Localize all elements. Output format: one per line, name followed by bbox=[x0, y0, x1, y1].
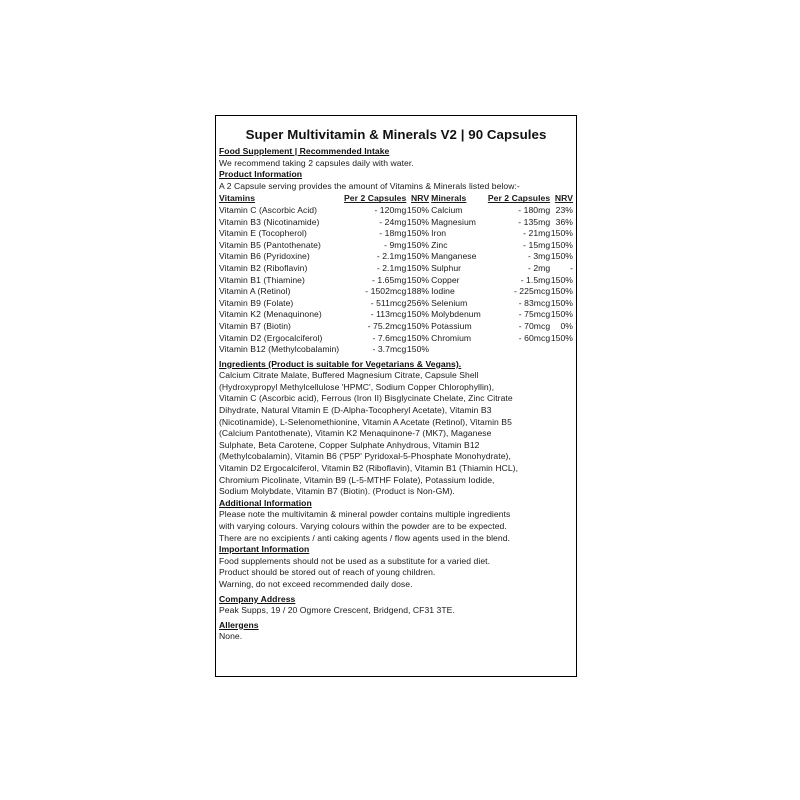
text-line: Please note the multivitamin & mineral powder contains multiple ingredients bbox=[219, 509, 511, 520]
additional-heading: Additional Information bbox=[219, 497, 312, 508]
mineral-name: Zinc bbox=[431, 239, 448, 250]
text-line: Chromium Picolinate, Vitamin B9 (L-5-MTHF Folate), Potassium Iodide, bbox=[219, 474, 495, 485]
product-title: Super Multivitamin & Minerals V2 | 90 Capsules bbox=[245, 127, 547, 142]
mineral-nrv: 36% bbox=[555, 216, 573, 227]
mineral-nrv: - bbox=[570, 262, 573, 273]
nutrient-row bbox=[219, 321, 573, 333]
text-line: Warning, do not exceed recommended daily dose. bbox=[219, 578, 413, 589]
mineral-nrv: 150% bbox=[550, 286, 573, 297]
allergens-heading: Allergens bbox=[219, 619, 259, 630]
mineral-amount: - 60mcg bbox=[518, 332, 551, 343]
text-line: Sulphate, Beta Carotene, Copper Sulphate Anhydrous, Vitamin B12 bbox=[219, 439, 480, 450]
allergens-text: None. bbox=[219, 631, 243, 642]
additional-text bbox=[219, 509, 573, 544]
mineral-amount: - 15mg bbox=[523, 239, 551, 250]
company-section bbox=[219, 594, 573, 617]
supplement-label bbox=[215, 115, 577, 677]
mineral-nrv: 150% bbox=[550, 274, 573, 285]
vitamin-name: Vitamin B6 (Pyridoxine) bbox=[219, 251, 310, 262]
vitamin-nrv: 150% bbox=[406, 332, 430, 343]
text-line: Dihydrate, Natural Vitamin E (D-Alpha-Tocopheryl Acetate), Vitamin B3 bbox=[219, 405, 492, 416]
nrv-minerals-header: NRV bbox=[554, 193, 573, 204]
text-line: (Nicotinamide), L-Selenomethionine, Vitamin A Acetate (Retinol), Vitamin B5 bbox=[219, 416, 512, 427]
mineral-nrv: 0% bbox=[560, 320, 573, 331]
product-info-section bbox=[219, 169, 573, 192]
vitamin-nrv: 150% bbox=[406, 320, 430, 331]
vitamin-name: Vitamin K2 (Menaquinone) bbox=[219, 309, 322, 320]
nutrient-row bbox=[219, 298, 573, 310]
nutrient-row bbox=[219, 286, 573, 298]
vitamin-amount: - 7.6mcg bbox=[372, 332, 407, 343]
mineral-nrv bbox=[550, 344, 573, 356]
vitamin-name: Vitamin B1 (Thiamine) bbox=[219, 274, 305, 285]
vitamin-name: Vitamin B5 (Pantothenate) bbox=[219, 239, 321, 250]
product-info-heading: Product Information bbox=[219, 169, 303, 180]
nutrient-row bbox=[219, 251, 573, 263]
mineral-amount: - 225mcg bbox=[513, 286, 551, 297]
mineral-name: Manganese bbox=[431, 251, 477, 262]
vitamin-nrv: 150% bbox=[406, 309, 430, 320]
vitamin-amount: - 511mcg bbox=[370, 297, 407, 308]
text-line: (Hydroxypropyl Methylcellulose 'HPMC', Sodium Copper Chlorophyllin), bbox=[219, 381, 495, 392]
per2-header: Per 2 Capsules bbox=[344, 193, 407, 204]
text-line: with varying colours. Varying colours within the powder are to be expected. bbox=[219, 521, 507, 531]
per2-minerals-header: Per 2 Capsules bbox=[487, 193, 551, 204]
vitamin-amount: - 113mcg bbox=[370, 309, 407, 320]
vitamin-name: Vitamin B7 (Biotin) bbox=[219, 320, 291, 331]
text-line: Vitamin D2 Ergocalciferol, Vitamin B2 (Riboflavin), Vitamin B1 (Thiamin HCL), bbox=[219, 463, 519, 474]
mineral-nrv: 23% bbox=[555, 204, 573, 215]
vitamin-amount: - 9mg bbox=[384, 239, 407, 250]
mineral-nrv: 150% bbox=[550, 309, 573, 320]
vitamin-nrv: 150% bbox=[406, 228, 430, 239]
product-info-text: A 2 Capsule serving provides the amount of Vitamins & Minerals listed below:- bbox=[219, 180, 520, 191]
mineral-amount: - 75mcg bbox=[518, 309, 551, 320]
mineral-amount bbox=[485, 344, 551, 356]
nutrient-row bbox=[219, 205, 573, 217]
mineral-name: Calcium bbox=[431, 204, 463, 215]
mineral-amount: - 180mg bbox=[518, 204, 551, 215]
allergens-section bbox=[219, 620, 573, 643]
nutrient-row bbox=[219, 275, 573, 287]
nutrient-table-header bbox=[219, 193, 573, 205]
nutrient-row bbox=[219, 217, 573, 229]
text-line: Food supplements should not be used as a substitute for a varied diet. bbox=[219, 555, 491, 566]
mineral-amount: - 2mg bbox=[527, 262, 551, 273]
mineral-amount: - 21mg bbox=[523, 228, 551, 239]
mineral-amount: - 1.5mg bbox=[520, 274, 551, 285]
vitamin-amount: - 24mg bbox=[379, 216, 407, 227]
vitamin-amount: - 2.1mg bbox=[376, 262, 407, 273]
nutrient-row bbox=[219, 344, 573, 356]
vitamin-name: Vitamin E (Tocopherol) bbox=[219, 228, 307, 239]
vitamin-nrv: 150% bbox=[406, 274, 430, 285]
vitamin-name: Vitamin B9 (Folate) bbox=[219, 297, 294, 308]
mineral-nrv: 150% bbox=[550, 239, 573, 250]
text-line: Vitamin C (Ascorbic acid), Ferrous (Iron II) Bisglycinate Chelate, Zinc Citrate bbox=[219, 393, 513, 404]
mineral-nrv: 150% bbox=[550, 251, 573, 262]
vitamin-nrv: 150% bbox=[406, 239, 430, 250]
minerals-header: Minerals bbox=[431, 193, 467, 204]
mineral-name: Copper bbox=[431, 274, 460, 285]
mineral-name: Selenium bbox=[431, 297, 468, 308]
text-line: (Methylcobalamin), Vitamin B6 ('P5P' Pyridoxal-5-Phosphate Monohydrate), bbox=[219, 451, 511, 462]
mineral-name: Iron bbox=[431, 228, 447, 239]
ingredients-heading: Ingredients (Product is suitable for Vegetarians & Vegans). bbox=[219, 358, 462, 369]
vitamin-nrv: 150% bbox=[406, 204, 430, 215]
mineral-name: Molybdenum bbox=[431, 309, 481, 320]
nutrient-row bbox=[219, 240, 573, 252]
important-heading: Important Information bbox=[219, 544, 310, 555]
nutrient-row bbox=[219, 228, 573, 240]
vitamin-nrv: 150% bbox=[406, 262, 430, 273]
mineral-name: Chromium bbox=[431, 332, 472, 343]
nutrient-row bbox=[219, 309, 573, 321]
mineral-nrv: 150% bbox=[550, 297, 573, 308]
mineral-amount: - 135mg bbox=[518, 216, 551, 227]
vitamin-amount: - 18mg bbox=[379, 228, 407, 239]
food-supplement-heading: Food Supplement | Recommended Intake bbox=[219, 146, 390, 156]
vitamin-nrv: 150% bbox=[406, 344, 430, 355]
vitamin-amount: - 1.65mg bbox=[372, 274, 407, 285]
vitamin-nrv: 256% bbox=[406, 297, 430, 308]
vitamin-nrv: 188% bbox=[406, 286, 430, 297]
text-line: There are no excipients / anti caking agents / flow agents used in the blend. bbox=[219, 532, 510, 543]
mineral-amount: - 70mcg bbox=[518, 320, 551, 331]
ingredients-section bbox=[219, 359, 573, 498]
company-address: Peak Supps, 19 / 20 Ogmore Crescent, Bridgend, CF31 3TE. bbox=[219, 605, 455, 616]
vitamin-name: Vitamin B12 (Methylcobalamin) bbox=[219, 344, 340, 355]
mineral-amount: - 83mcg bbox=[518, 297, 551, 308]
vitamin-name: Vitamin C (Ascorbic Acid) bbox=[219, 204, 318, 215]
vitamin-amount: - 2.1mg bbox=[376, 251, 407, 262]
nrv-header: NRV bbox=[410, 193, 430, 204]
nutrient-row bbox=[219, 333, 573, 345]
vitamin-nrv: 150% bbox=[406, 216, 430, 227]
vitamin-amount: - 120mg bbox=[374, 204, 407, 215]
vitamin-name: Vitamin A (Retinol) bbox=[219, 286, 291, 297]
important-text bbox=[219, 556, 573, 591]
mineral-name: Magnesium bbox=[431, 216, 476, 227]
mineral-nrv: 150% bbox=[550, 228, 573, 239]
vitamin-name: Vitamin B2 (Riboflavin) bbox=[219, 262, 308, 273]
mineral-name: Sulphur bbox=[431, 262, 462, 273]
vitamin-amount: - 3.7mcg bbox=[372, 344, 407, 355]
ingredients-text bbox=[219, 370, 573, 498]
text-line: Calcium Citrate Malate, Buffered Magnesium Citrate, Capsule Shell bbox=[219, 370, 479, 381]
text-line: Sodium Molybdate, Vitamin B7 (Biotin). (Product is Non-GM). bbox=[219, 486, 455, 497]
important-section bbox=[219, 544, 573, 590]
text-line: Product should be stored out of reach of young children. bbox=[219, 567, 436, 578]
mineral-nrv: 150% bbox=[550, 332, 573, 343]
vitamin-name: Vitamin D2 (Ergocalciferol) bbox=[219, 332, 323, 343]
vitamin-amount: - 1502mcg bbox=[365, 286, 407, 297]
vitamins-header: Vitamins bbox=[219, 193, 256, 204]
nutrient-table-body bbox=[219, 205, 573, 356]
company-heading: Company Address bbox=[219, 593, 296, 604]
food-supplement-section bbox=[219, 146, 573, 169]
vitamin-name: Vitamin B3 (Nicotinamide) bbox=[219, 216, 320, 227]
mineral-amount: - 3mg bbox=[527, 251, 551, 262]
vitamin-amount: - 75.2mcg bbox=[367, 320, 407, 331]
nutrient-table bbox=[219, 193, 573, 355]
vitamin-nrv: 150% bbox=[406, 251, 430, 262]
mineral-name: Iodine bbox=[431, 286, 455, 297]
mineral-name bbox=[429, 344, 484, 356]
nutrient-row bbox=[219, 263, 573, 275]
additional-section bbox=[219, 498, 573, 544]
mineral-name: Potassium bbox=[431, 320, 472, 331]
food-supplement-text: We recommend taking 2 capsules daily with water. bbox=[219, 157, 414, 168]
text-line: (Calcium Pantothenate), Vitamin K2 Menaquinone-7 (MK7), Maganese bbox=[219, 428, 492, 439]
